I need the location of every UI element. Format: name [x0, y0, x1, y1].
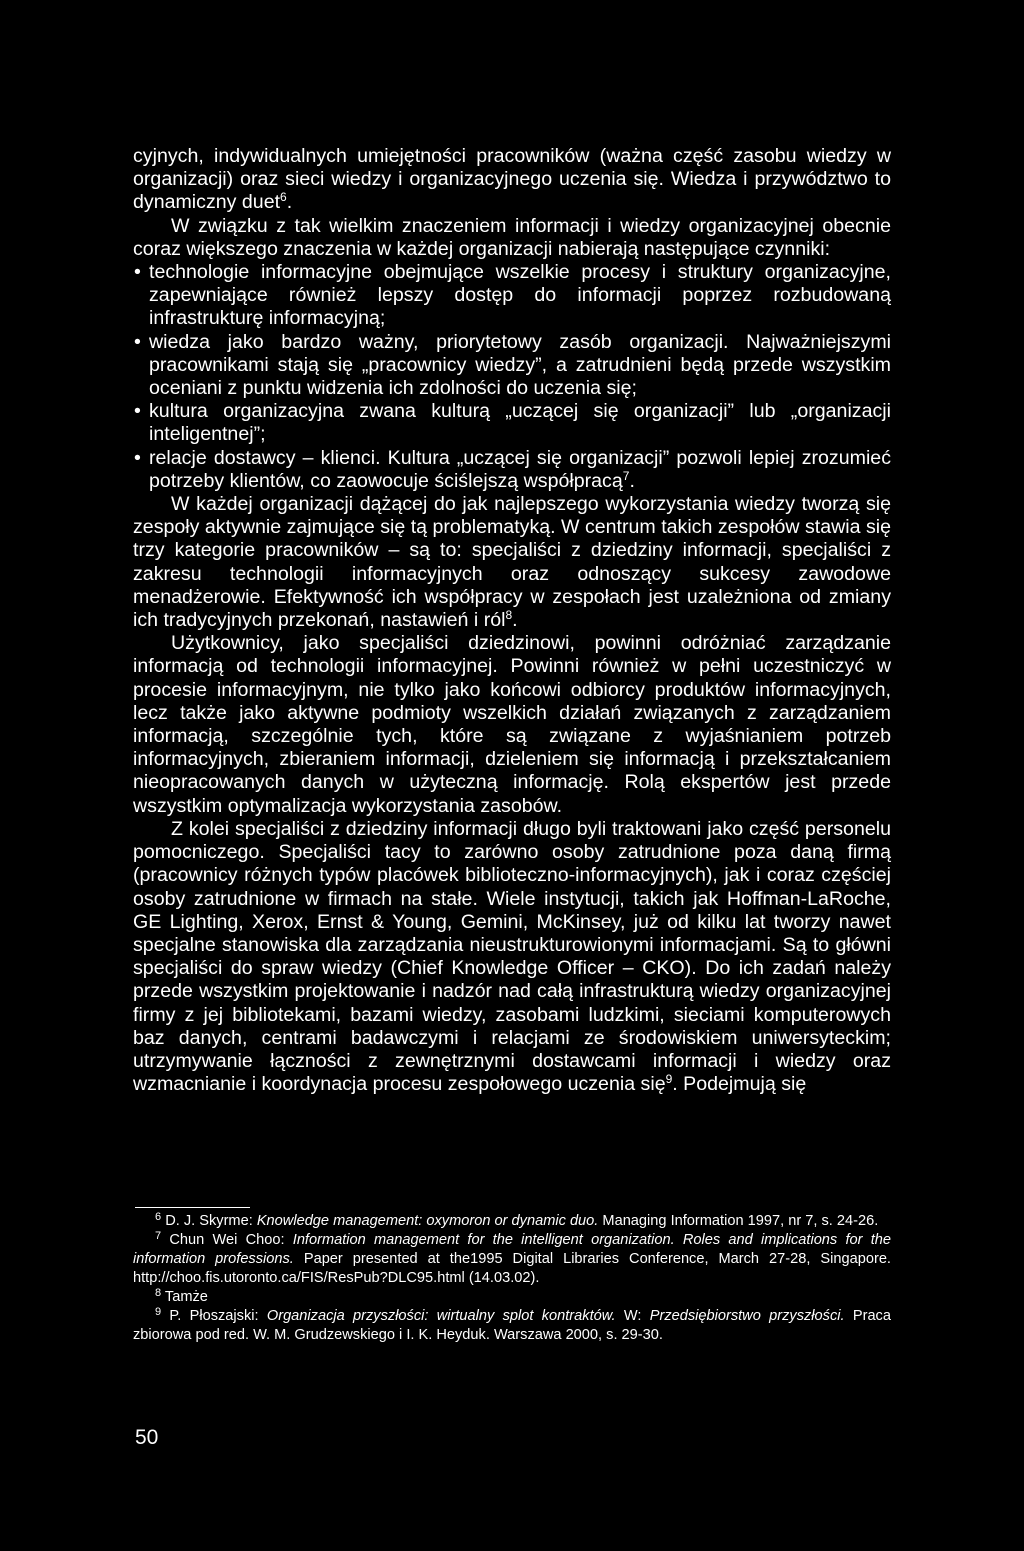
main-text	[133, 145, 891, 1096]
footnote-number: 6	[155, 1211, 162, 1223]
page-number: 50	[135, 1426, 159, 1449]
paragraph: W związku z tak wielkim znaczeniem informacji i wiedzy organizacyjnej obecnie coraz większego znaczenia w każdej organizacji nabierają następujące czynniki:	[133, 214, 891, 260]
footnote: $^8$ Tamże	[155, 1287, 208, 1305]
footnote-title: Organizacja przyszłości: wirtualny splot kontraktów.	[266, 1308, 616, 1324]
footnote-ref[interactable]: 8	[505, 608, 513, 623]
paragraph: Z kolei specjaliści z dziedziny informacji długo byli traktowani jako część personelu pomocniczego. Specjaliści tacy to zarówno osoby zatrudnione poza daną firmą (pracownicy różnych typów placówek biblioteczno-informacyjnych), jak i coraz częściej osoby zatrudnione w firmach na stałe. Wiele instytucji, takich jak Hoffman-LaRoche, GE Lighting, Xerox, Ernst & Young, Gemini, McKinsey, już od kilku lat tworzy nawet specjalne stanowiska dla zarządzania nieustrukturowionymi informacjami. Są to główni specjaliści do spraw wiedzy (Chief Knowledge Officer – CKO). Do ich zadań należy przede wszystkim projektowanie i nadzór nad całą infrastrukturą wiedzy organizacyjnej firmy z jej bibliotekami, bazami wiedzy, zasobami ludzkimi, sieciami komputerowych baz danych, centrami badawczymi i relacjami ze środowiskiem uniwersyteckim; utrzymywanie łączności z zewnętrznymi dostawcami informacji i wiedzy oraz wzmacnianie i koordynacja procesu zespołowego uczenia się$^9$. Podejmują się	[133, 817, 891, 1096]
footnote-divider	[135, 1207, 250, 1208]
footnote-number: 9	[155, 1306, 162, 1318]
paragraph: Użytkownicy, jako specjaliści dziedzinowi, powinni odróżniać zarządzanie informacją od technologii informacyjnej. Powinni również w pełni uczestniczyć w procesie informacyjnym, nie tylko jako końcowi odbiorcy produktów informacyjnych, lecz także jako aktywne podmioty wszelkich działań związanych z zarządzaniem informacją, szczególnie tych, które są związane z wyjaśnianiem potrzeb informacyjnych, zbieraniem informacji, dzieleniem się informacją i przekształcaniem nieopracowanych danych w użyteczną informację. Rolą ekspertów jest przede wszystkim optymalizacja wykorzystania zasobów.	[133, 632, 891, 817]
footnote: $^9$ P. Płoszajski: Organizacja przyszłości: wirtualny splot kontraktów. W: Przedsiębiorstwo przyszłości. Praca zbiorowa pod red. W. M. Grudzewskiego i I. K. Heyduk. Warszawa 2000, s. 29-30.	[133, 1306, 891, 1343]
bullet-item: • kultura organizacyjna zwana kulturą „uczącej się organizacji” lub „organizacji inteligentnej”;	[133, 400, 891, 446]
footnotes	[133, 1212, 891, 1345]
footnote-number: 7	[155, 1230, 162, 1242]
footnote-number: 8	[155, 1287, 162, 1299]
footnote-title: Knowledge management: oxymoron or dynamic duo.	[256, 1213, 599, 1229]
footnote: $^7$ Chun Wei Choo: Information management for the intelligent organization. Roles and implications for the information professions. Paper presented at the1995 Digital Libraries Conference, March 27-28, Singapore. http://choo.fis.utoronto.ca/FIS/ResPub?DLC95.html (14.03.02).	[133, 1230, 892, 1286]
bullet-list	[133, 261, 891, 493]
paragraph: cyjnych, indywidualnych umiejętności pracowników (ważna część zasobu wiedzy w organizacji) oraz sieci wiedzy i organizacyjnego uczenia się. Wiedza i przywództwo to dynamiczny duet$^6$.	[133, 145, 891, 214]
footnote-title: Information management for the intelligent organization. Roles and implications for the information professions.	[133, 1232, 892, 1267]
footnote-ref[interactable]: 6	[280, 190, 287, 205]
footnote: $^6$ D. J. Skyrme: Knowledge management: oxymoron or dynamic duo. Managing Information 1997, nr 7, s. 24-26.	[155, 1211, 879, 1229]
footnote-title: Przedsiębiorstwo przyszłości.	[649, 1308, 845, 1324]
footnote-ref[interactable]: 9	[665, 1072, 673, 1087]
bullet-item: • wiedza jako bardzo ważny, priorytetowy zasób organizacji. Najważniejszymi pracownikami stają się „pracownicy wiedzy”, a zatrudnieni będą przede wszystkim oceniani z punktu widzenia ich zdolności do uczenia się;	[133, 331, 891, 401]
footnote-ref[interactable]: 7	[622, 468, 630, 483]
paragraph: W każdej organizacji dążącej do jak najlepszego wykorzystania wiedzy tworzą się zespoły aktywnie zajmujące się tą problematyką. W centrum takich zespołów stawia się trzy kategorie pracowników – są to: specjaliści z dziedziny informacji, specjaliści z zakresu technologii informacyjnych oraz odnoszący sukcesy zawodowe menadżerowie. Efektywność ich współpracy w zespołach jest uzależniona od zmiany ich tradycyjnych przekonań, nastawień i ról$^8$.	[133, 493, 891, 632]
bullet-item: • relacje dostawcy – klienci. Kultura „uczącej się organizacji” pozwoli lepiej zrozumieć potrzeby klientów, co zaowocuje ściślejszą współpracą$^7$.	[133, 447, 891, 493]
bullet-item: • technologie informacyjne obejmujące wszelkie procesy i struktury organizacyjne, zapewniające również lepszy dostęp do informacji poprzez rozbudowaną infrastrukturę informacyjną;	[133, 261, 891, 331]
